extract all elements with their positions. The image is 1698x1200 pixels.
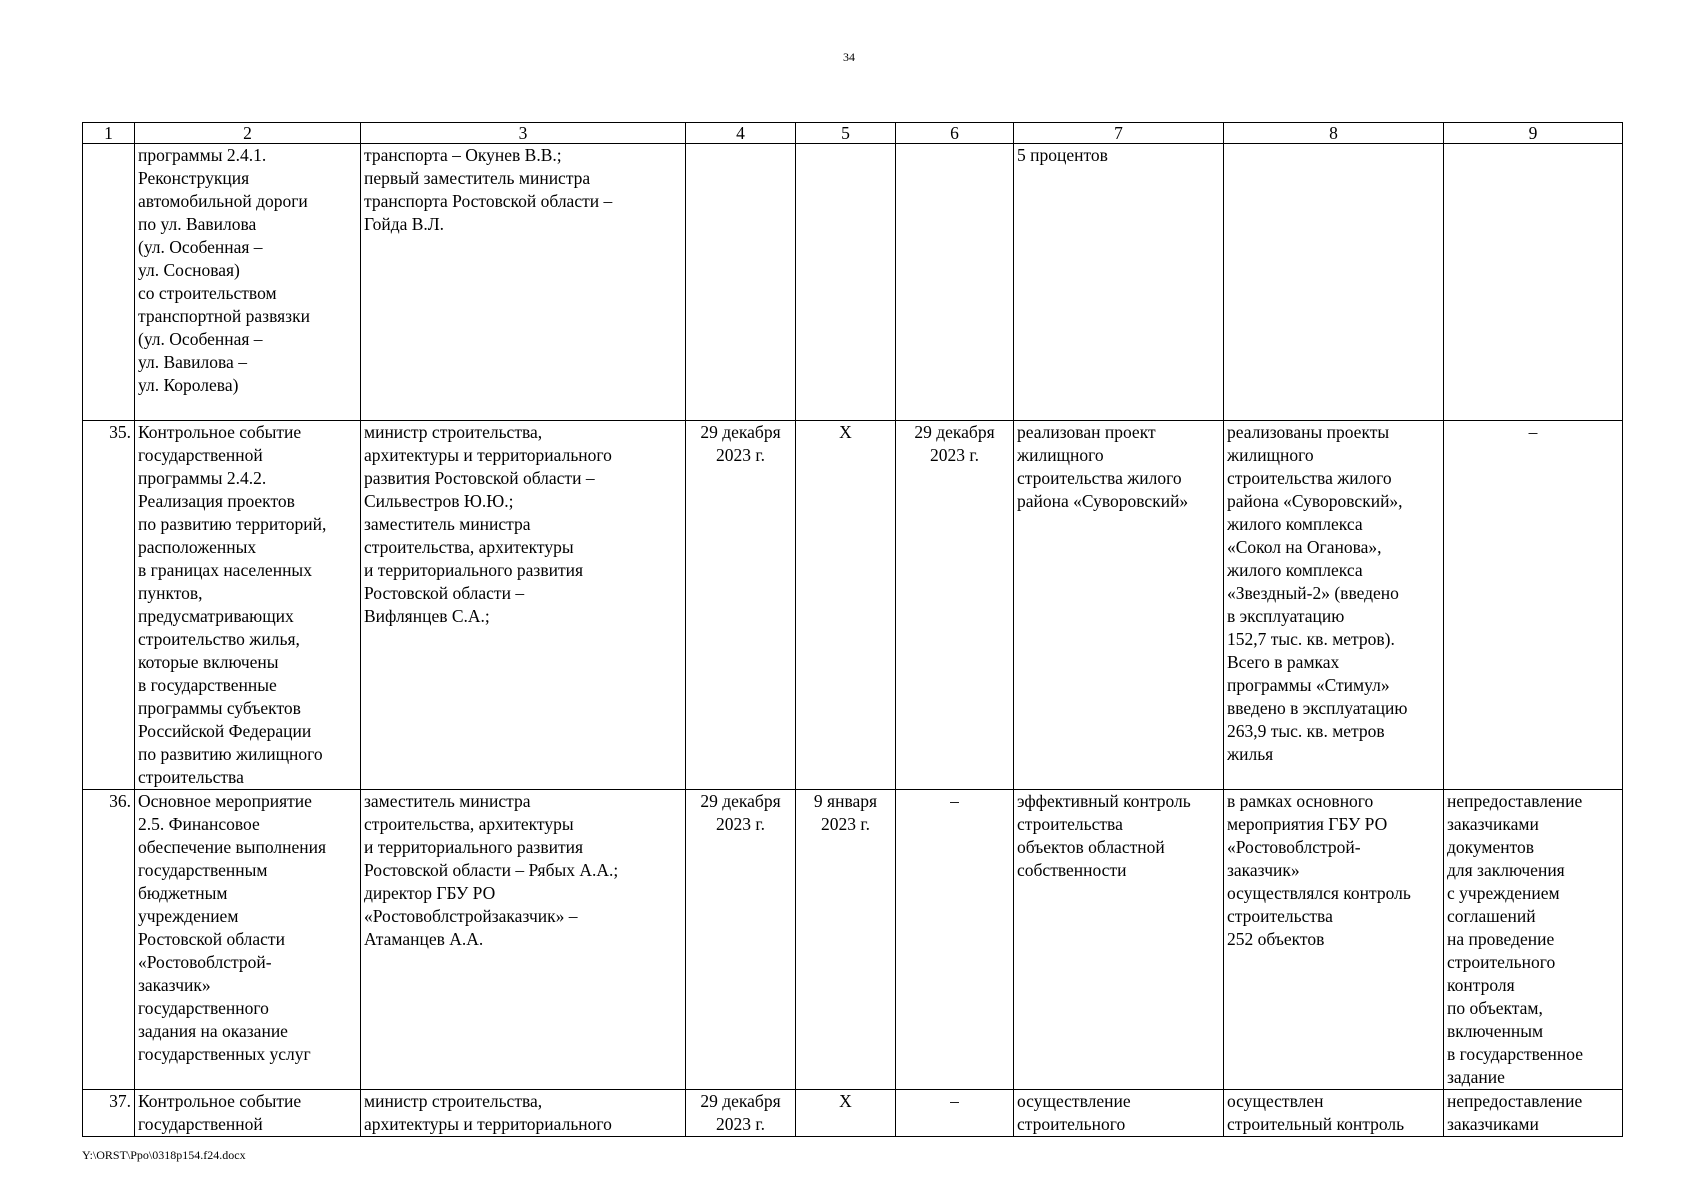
actual-result-cell: в рамках основного мероприятия ГБУ РО «Ростовоблстрой- заказчик» осуществлялся контроль строительства 252 объектов [1224, 790, 1444, 1090]
header-cell: 3 [361, 123, 686, 144]
expected-result-cell: реализован проект жилищного строительства жилого района «Суворовский» [1014, 421, 1224, 790]
plan-date-cell: 29 декабря 2023 г. [686, 421, 796, 790]
responsible-cell: заместитель министра строительства, архитектуры и территориального развития Ростовской области – Рябых А.А.; директор ГБУ РО «Ростовоблстройзаказчик» – Атаманцев А.А. [361, 790, 686, 1090]
expected-result-cell: осуществление строительного [1014, 1090, 1224, 1137]
plan-date-cell: 29 декабря 2023 г. [686, 1090, 796, 1137]
problems-cell: непредоставление заказчиками [1444, 1090, 1623, 1137]
problems-cell [1444, 144, 1623, 421]
header-cell: 6 [896, 123, 1014, 144]
header-cell: 7 [1014, 123, 1224, 144]
table-row [83, 1090, 1623, 1137]
actual-result-cell: осуществлен строительный контроль [1224, 1090, 1444, 1137]
table-row [83, 421, 1623, 790]
report-table [82, 122, 1623, 1137]
event-cell: Контрольное событие государственной [135, 1090, 361, 1137]
page-number: 34 [843, 50, 855, 64]
header-cell: 2 [135, 123, 361, 144]
event-cell: Контрольное событие государственной программы 2.4.2. Реализация проектов по развитию территорий, расположенных в границах населенных пунктов, предусматривающих строительство жилья, которые включены в государственные программы субъектов Российской Федерации по развитию жилищного строительства [135, 421, 361, 790]
header-cell: 8 [1224, 123, 1444, 144]
responsible-cell: министр строительства, архитектуры и территориального [361, 1090, 686, 1137]
fact-end-cell: – [896, 1090, 1014, 1137]
actual-result-cell: реализованы проекты жилищного строительства жилого района «Суворовский», жилого комплекса «Сокол на Оганова», жилого комплекса «Звездный-2» (введено в эксплуатацию 152,7 тыс. кв. метров). Всего в рамках программы «Стимул» введено в эксплуатацию 263,9 тыс. кв. метров жилья [1224, 421, 1444, 790]
fact-end-cell [896, 144, 1014, 421]
footer-file-path: Y:\ORST\Ppo\0318p154.f24.docx [82, 1148, 246, 1162]
expected-result-cell: эффективный контроль строительства объектов областной собственности [1014, 790, 1224, 1090]
row-number-cell: 35. [83, 421, 135, 790]
plan-date-cell [686, 144, 796, 421]
table-header-row [83, 123, 1623, 144]
row-number-cell: 36. [83, 790, 135, 1090]
row-number-cell: 37. [83, 1090, 135, 1137]
problems-cell: – [1444, 421, 1623, 790]
responsible-cell: транспорта – Окунев В.В.; первый заместитель министра транспорта Ростовской области – Гойда В.Л. [361, 144, 686, 421]
table-row [83, 144, 1623, 421]
event-cell: программы 2.4.1. Реконструкция автомобильной дороги по ул. Вавилова (ул. Особенная – ул. Сосновая) со строительством транспортной развязки (ул. Особенная – ул. Вавилова – ул. Королева) [135, 144, 361, 421]
fact-start-cell: Х [796, 1090, 896, 1137]
problems-cell: непредоставление заказчиками документов для заключения с учреждением соглашений на проведение строительного контроля по объектам, включенным в государственное задание [1444, 790, 1623, 1090]
responsible-cell: министр строительства, архитектуры и территориального развития Ростовской области – Сильвестров Ю.Ю.; заместитель министра строительства, архитектуры и территориального развития Ростовской области – Вифлянцев С.А.; [361, 421, 686, 790]
header-cell: 1 [83, 123, 135, 144]
fact-start-cell: Х [796, 421, 896, 790]
fact-start-cell [796, 144, 896, 421]
fact-start-cell: 9 января 2023 г. [796, 790, 896, 1090]
header-cell: 9 [1444, 123, 1623, 144]
fact-end-cell: 29 декабря 2023 г. [896, 421, 1014, 790]
expected-result-cell: 5 процентов [1014, 144, 1224, 421]
table-row [83, 790, 1623, 1090]
event-cell: Основное мероприятие 2.5. Финансовое обеспечение выполнения государственным бюджетным учреждением Ростовской области «Ростовоблстрой- заказчик» государственного задания на оказание государственных услуг [135, 790, 361, 1090]
plan-date-cell: 29 декабря 2023 г. [686, 790, 796, 1090]
header-cell: 5 [796, 123, 896, 144]
header-cell: 4 [686, 123, 796, 144]
actual-result-cell [1224, 144, 1444, 421]
row-number-cell [83, 144, 135, 421]
fact-end-cell: – [896, 790, 1014, 1090]
